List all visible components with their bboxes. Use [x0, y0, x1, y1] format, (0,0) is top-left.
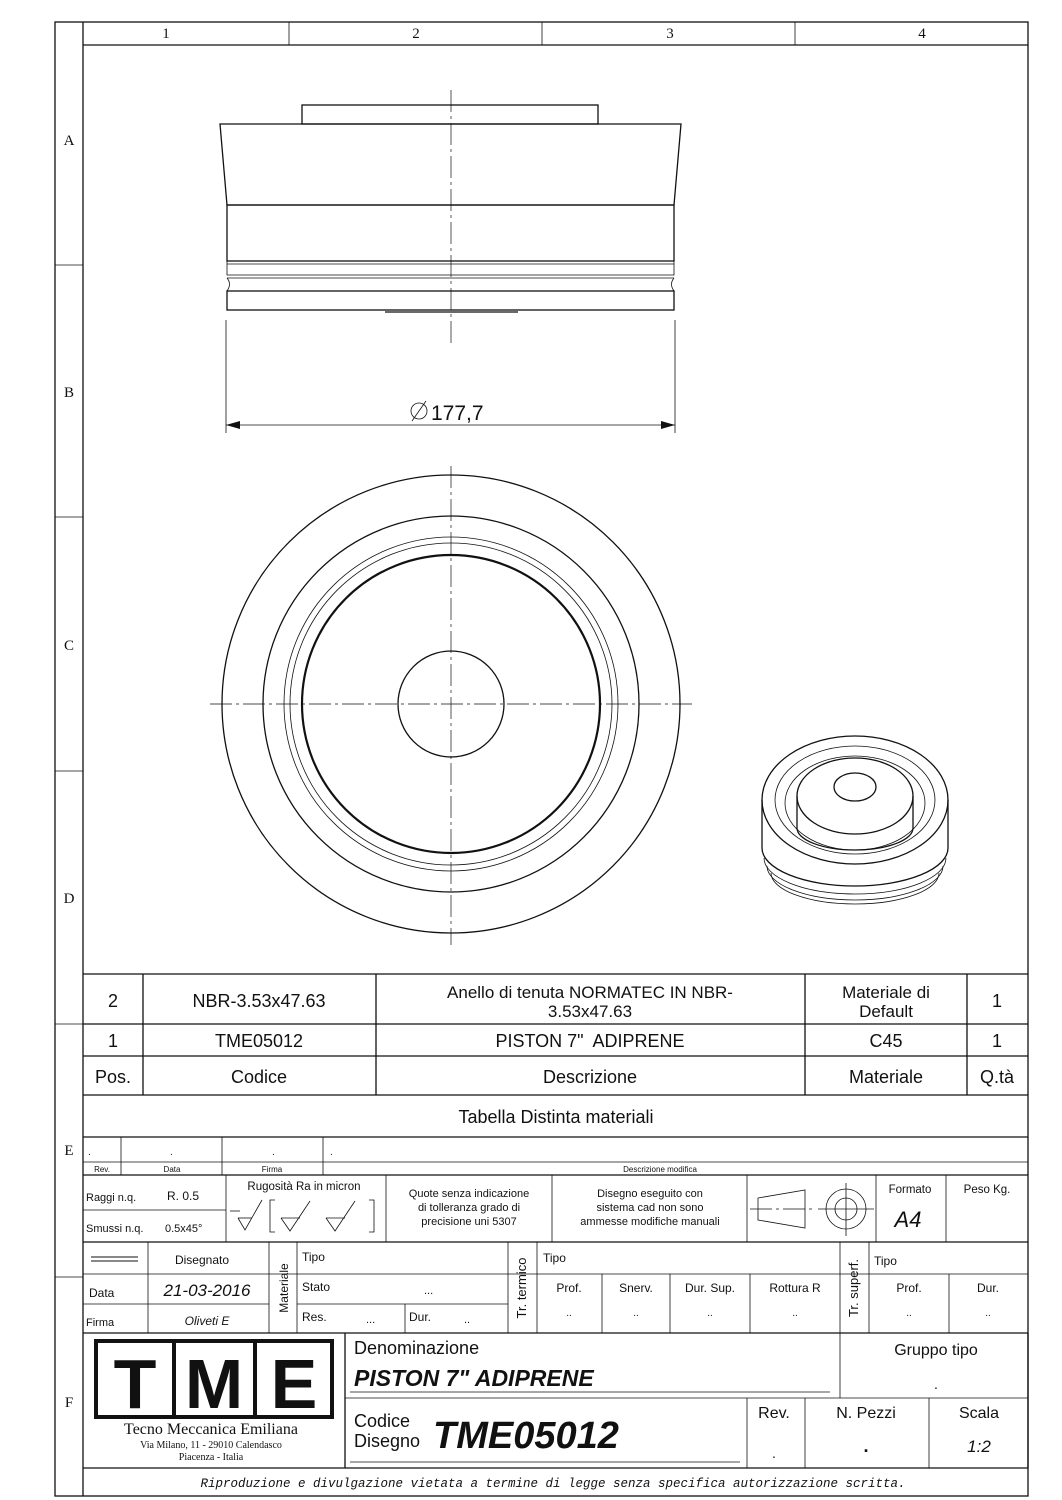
rev-date-value: .: [170, 1147, 173, 1158]
data-label: Data: [89, 1286, 115, 1300]
materiale-block: [277, 1242, 508, 1333]
rev-value: .: [772, 1445, 776, 1461]
front-view: [210, 466, 692, 945]
firma-value: Oliveti E: [184, 1314, 230, 1328]
gruppo-label: Gruppo tipo: [894, 1342, 978, 1359]
company-name: Tecno Meccanica Emiliana: [124, 1421, 298, 1438]
bom-pos: 2: [107, 991, 119, 1011]
drawing-frame: [55, 22, 1028, 1496]
bom-title: Tabella Distinta materiali: [458, 1107, 654, 1127]
diameter-dimension: [226, 320, 675, 433]
superf-block: [846, 1242, 999, 1333]
company-address2: Piacenza - Italia: [178, 1452, 244, 1463]
tme-logo: [96, 1341, 332, 1423]
cad-line3: ammesse modifiche manuali: [580, 1216, 720, 1228]
logo-letter-e: E: [270, 1345, 318, 1423]
bom-pos: 1: [107, 1031, 119, 1051]
formato-label: Formato: [888, 1184, 932, 1196]
rugosita-label: Rugosità Ra in micron: [247, 1181, 361, 1193]
grid-row-a: A: [63, 133, 75, 149]
materiale-res-label: Res.: [302, 1310, 327, 1324]
revisions-table: [83, 1137, 1028, 1175]
scala-label: Scala: [958, 1405, 1000, 1422]
rev-label: Rev.: [758, 1405, 790, 1422]
bom-header-descrizione: Descrizione: [542, 1067, 638, 1087]
termico-snerv-label: Snerv.: [619, 1281, 653, 1295]
bom-row-2: [108, 983, 1002, 1021]
rev-header-rev: Rev.: [94, 1165, 110, 1174]
roughness-symbols-icon: [230, 1200, 374, 1232]
bom-header-row: [95, 1067, 1015, 1087]
termico-prof-label: Prof.: [556, 1281, 582, 1295]
materiale-stato-label: Stato: [302, 1280, 331, 1294]
superf-dur-label: Dur.: [976, 1281, 1000, 1295]
superf-dur-value: ..: [985, 1308, 991, 1319]
raggi-label: Raggi n.q.: [86, 1192, 137, 1204]
bom-header-codice: Codice: [230, 1067, 288, 1087]
company-block: [96, 1333, 345, 1468]
denominazione-label: Denominazione: [354, 1338, 480, 1358]
rev-desc-value: .: [330, 1147, 333, 1158]
logo-letter-t: T: [113, 1345, 157, 1423]
superf-prof-label: Prof.: [896, 1281, 922, 1295]
smussi-value: 0.5x45°: [165, 1223, 203, 1235]
bom-header-materiale: Materiale: [848, 1067, 924, 1087]
rev-header-data: Data: [163, 1165, 181, 1174]
materiale-side-label: Materiale: [277, 1263, 291, 1313]
quote-line3: precisione uni 5307: [421, 1216, 517, 1228]
formato-value: A4: [894, 1207, 922, 1232]
grid-col-3: 3: [666, 26, 674, 42]
rev-sign-value: .: [272, 1147, 275, 1158]
bom-table: [83, 974, 1028, 1137]
termico-block: [514, 1242, 840, 1333]
grid-row-e: E: [64, 1143, 74, 1159]
specs-row: [83, 1175, 1028, 1242]
termico-side-label: Tr. termico: [514, 1257, 529, 1319]
rev-header-firma: Firma: [261, 1165, 283, 1174]
projection-symbol-icon: [750, 1183, 874, 1236]
bom-qta: 1: [991, 991, 1003, 1011]
termico-prof-value: ..: [566, 1308, 572, 1319]
grid-col-4: 4: [918, 26, 926, 42]
bom-descrizione-line2: 3.53x47.63: [547, 1002, 633, 1021]
bom-materiale-line2: Default: [859, 1002, 913, 1021]
logo-letter-m: M: [184, 1345, 244, 1423]
grid-row-c: C: [63, 638, 75, 654]
termico-dursup-label: Dur. Sup.: [684, 1281, 736, 1295]
company-address1: Via Milano, 11 - 29010 Calendasco: [140, 1440, 282, 1451]
codice-value: TME05012: [433, 1415, 619, 1457]
grid-row-b: B: [63, 385, 75, 401]
bom-header-pos: Pos.: [94, 1067, 132, 1087]
termico-rottura-value: ..: [792, 1308, 798, 1319]
codice-label: Codice: [354, 1411, 411, 1431]
cad-line1: Disegno eseguito con: [597, 1188, 703, 1200]
superf-tipo-label: Tipo: [874, 1254, 897, 1268]
termico-dursup-value: ..: [707, 1308, 713, 1319]
bom-row-1: [108, 1031, 1002, 1051]
grid-row-d: D: [63, 891, 75, 907]
rev-value: .: [88, 1147, 91, 1158]
smussi-label: Smussi n.q.: [86, 1223, 144, 1235]
firma-label: Firma: [86, 1317, 115, 1329]
npezzi-value: .: [863, 1436, 869, 1456]
cad-line2: sistema cad non sono: [596, 1202, 704, 1214]
copyright-footer: Riproduzione e divulgazione vietata a termine di legge senza specifica autorizzazione scritta.: [200, 1477, 906, 1491]
grid-row-f: F: [64, 1395, 74, 1411]
grid-col-2: 2: [412, 26, 420, 42]
gruppo-value: .: [934, 1376, 938, 1392]
grid-col-1: 1: [162, 26, 170, 42]
isometric-view: [762, 736, 948, 904]
rev-header-descrizione: Descrizione modifica: [623, 1165, 697, 1174]
diameter-value: 177,7: [431, 402, 484, 425]
raggi-value: R. 0.5: [167, 1189, 200, 1203]
materiale-dur-value: ..: [464, 1314, 471, 1326]
quote-line2: di tolleranza grado di: [417, 1202, 521, 1214]
denominazione-value: PISTON 7" ADIPRENE: [354, 1365, 594, 1391]
bom-materiale: C45: [869, 1031, 903, 1051]
termico-snerv-value: ..: [633, 1308, 639, 1319]
side-view: [220, 90, 681, 345]
scala-value: 1:2: [967, 1437, 991, 1456]
bom-header-qta: Q.tà: [979, 1067, 1015, 1087]
materiale-res-value: ...: [366, 1314, 376, 1326]
termico-rottura-label: Rottura R: [769, 1281, 821, 1295]
bom-qta: 1: [991, 1031, 1003, 1051]
disegnato-label: Disegnato: [174, 1253, 230, 1267]
data-value: 21-03-2016: [163, 1281, 251, 1300]
superf-prof-value: ..: [906, 1308, 912, 1319]
bom-descrizione-line1: Anello di tenuta NORMATEC IN NBR-: [447, 983, 733, 1002]
materiale-tipo-label: Tipo: [302, 1250, 325, 1264]
npezzi-label: N. Pezzi: [836, 1405, 896, 1422]
bom-materiale-line1: Materiale di: [842, 983, 930, 1002]
quote-line1: Quote senza indicazione: [408, 1188, 530, 1200]
superf-side-label: Tr. superf.: [846, 1258, 861, 1318]
disegno-label: Disegno: [354, 1431, 421, 1451]
materiale-dur-label: Dur.: [409, 1310, 432, 1324]
peso-label: Peso Kg.: [963, 1184, 1011, 1196]
bom-codice: TME05012: [214, 1031, 304, 1051]
termico-tipo-label: Tipo: [543, 1251, 566, 1265]
bom-codice: NBR-3.53x47.63: [192, 991, 326, 1011]
bom-descrizione: PISTON 7" ADIPRENE: [495, 1031, 685, 1051]
materiale-stato-value: ...: [424, 1285, 434, 1297]
